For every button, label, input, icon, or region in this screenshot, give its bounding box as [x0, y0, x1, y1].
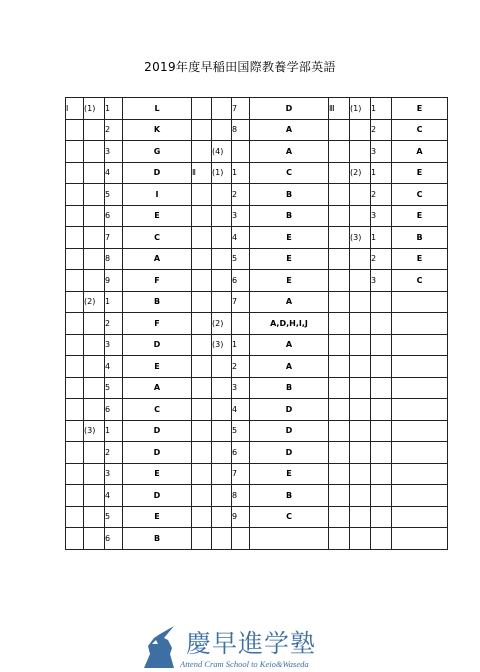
cell-answer: E	[123, 205, 192, 227]
cell-answer: F	[123, 270, 192, 292]
cell-answer: A	[250, 141, 329, 163]
cell-subsection	[212, 377, 232, 399]
cell-answer: D	[123, 442, 192, 464]
table-row	[66, 98, 448, 120]
cell-section	[66, 399, 84, 421]
cell-section	[329, 356, 350, 378]
cell-answer: E	[250, 248, 329, 270]
cell-section	[66, 528, 84, 550]
cell-subsection	[84, 399, 105, 421]
cell-subsection	[350, 463, 371, 485]
cell-question	[371, 356, 392, 378]
cell-section	[66, 227, 84, 249]
cell-subsection	[84, 184, 105, 206]
cell-subsection	[84, 227, 105, 249]
table-row	[66, 141, 448, 163]
cell-answer: F	[123, 313, 192, 335]
cell-section	[66, 291, 84, 313]
cell-section	[66, 270, 84, 292]
cell-subsection	[350, 141, 371, 163]
cell-subsection	[350, 119, 371, 141]
school-logo	[140, 622, 350, 672]
logo-title: 慶早進学塾	[186, 629, 317, 658]
cell-answer: D	[123, 334, 192, 356]
cell-question: 1	[105, 98, 123, 120]
cell-subsection	[350, 248, 371, 270]
cell-question: 3	[105, 141, 123, 163]
cell-subsection	[212, 528, 232, 550]
table-row	[66, 205, 448, 227]
cell-section	[66, 141, 84, 163]
cell-subsection	[350, 420, 371, 442]
cell-subsection: (4)	[212, 141, 232, 163]
cell-section	[66, 377, 84, 399]
cell-section	[66, 356, 84, 378]
cell-answer: C	[123, 227, 192, 249]
cell-section	[192, 98, 212, 120]
cell-subsection: (2)	[84, 291, 105, 313]
cell-subsection	[212, 248, 232, 270]
table-row	[66, 399, 448, 421]
cell-question	[371, 528, 392, 550]
cell-subsection	[350, 313, 371, 335]
cell-answer: A	[250, 119, 329, 141]
cell-answer: A	[250, 334, 329, 356]
cell-section	[192, 356, 212, 378]
cell-section	[329, 377, 350, 399]
cell-section	[329, 227, 350, 249]
cell-question: 5	[105, 377, 123, 399]
cell-subsection	[212, 399, 232, 421]
cell-section	[192, 506, 212, 528]
cell-answer: D	[123, 420, 192, 442]
cell-question: 9	[105, 270, 123, 292]
cell-answer: E	[392, 205, 448, 227]
cell-subsection: (2)	[212, 313, 232, 335]
cell-answer	[392, 463, 448, 485]
cell-question: 7	[232, 98, 250, 120]
cell-answer: A	[250, 291, 329, 313]
cell-subsection	[84, 506, 105, 528]
cell-answer: A	[123, 248, 192, 270]
cell-subsection: (1)	[350, 98, 371, 120]
cell-answer: B	[250, 485, 329, 507]
cell-section	[329, 334, 350, 356]
cell-question: 5	[232, 248, 250, 270]
cell-question	[371, 399, 392, 421]
cell-answer	[392, 334, 448, 356]
cell-section	[329, 119, 350, 141]
table-row	[66, 506, 448, 528]
cell-section	[66, 248, 84, 270]
table-row	[66, 162, 448, 184]
cell-subsection	[212, 270, 232, 292]
cell-subsection: (1)	[84, 98, 105, 120]
cell-section	[66, 205, 84, 227]
cell-answer: L	[123, 98, 192, 120]
cell-question	[232, 313, 250, 335]
cell-question: 2	[371, 184, 392, 206]
cell-answer	[392, 420, 448, 442]
cell-question	[232, 141, 250, 163]
cell-question: 3	[105, 334, 123, 356]
cell-subsection	[350, 291, 371, 313]
cell-answer: D	[123, 485, 192, 507]
cell-answer: A	[123, 377, 192, 399]
cell-question	[232, 528, 250, 550]
cell-answer	[392, 377, 448, 399]
cell-answer: D	[250, 98, 329, 120]
cell-section	[329, 248, 350, 270]
cell-answer: B	[250, 205, 329, 227]
cell-subsection	[84, 205, 105, 227]
cell-question: 2	[371, 248, 392, 270]
cell-section	[192, 420, 212, 442]
cell-answer	[392, 356, 448, 378]
cell-subsection	[84, 485, 105, 507]
answer-table	[65, 97, 448, 550]
cell-question: 4	[232, 227, 250, 249]
cell-subsection	[84, 141, 105, 163]
cell-question: 1	[232, 162, 250, 184]
cell-answer: C	[250, 506, 329, 528]
cell-question: 7	[232, 291, 250, 313]
cell-section	[66, 334, 84, 356]
cell-section	[192, 463, 212, 485]
cell-question: 3	[371, 141, 392, 163]
cell-subsection	[84, 313, 105, 335]
cell-subsection	[350, 485, 371, 507]
table-row	[66, 485, 448, 507]
cell-section	[329, 313, 350, 335]
cell-question: 5	[232, 420, 250, 442]
cell-section	[192, 313, 212, 335]
cell-section	[329, 291, 350, 313]
cell-section	[192, 141, 212, 163]
cell-subsection	[350, 528, 371, 550]
cell-subsection	[84, 442, 105, 464]
cell-question: 1	[232, 334, 250, 356]
cell-section	[192, 334, 212, 356]
cell-question: 6	[232, 442, 250, 464]
cell-answer: E	[123, 356, 192, 378]
cell-subsection	[350, 399, 371, 421]
cell-question: 6	[105, 205, 123, 227]
cell-subsection	[84, 248, 105, 270]
cell-answer	[392, 313, 448, 335]
cell-answer: E	[392, 248, 448, 270]
cell-subsection	[212, 485, 232, 507]
cell-answer: D	[250, 420, 329, 442]
cell-subsection: (3)	[84, 420, 105, 442]
cell-section	[329, 141, 350, 163]
cell-question: 3	[371, 270, 392, 292]
cell-subsection: (3)	[212, 334, 232, 356]
cell-section	[66, 442, 84, 464]
cell-answer: C	[123, 399, 192, 421]
cell-subsection	[84, 528, 105, 550]
cell-answer: D	[250, 442, 329, 464]
cell-answer	[392, 291, 448, 313]
cell-answer: E	[250, 227, 329, 249]
cell-section	[329, 420, 350, 442]
cell-question: 3	[371, 205, 392, 227]
cell-answer: A,D,H,I,J	[250, 313, 329, 335]
cell-question: 4	[105, 162, 123, 184]
cell-section	[329, 270, 350, 292]
cell-subsection	[212, 227, 232, 249]
cell-answer	[392, 442, 448, 464]
cell-section: Ⅱ	[192, 162, 212, 184]
cell-section	[192, 377, 212, 399]
cell-section	[192, 227, 212, 249]
cell-answer	[392, 399, 448, 421]
cell-section	[329, 528, 350, 550]
logo-tagline: Attend Cram School to Keio&Waseda	[180, 659, 309, 669]
cell-section	[192, 399, 212, 421]
cell-section	[329, 506, 350, 528]
cell-question	[371, 506, 392, 528]
cell-question: 8	[232, 485, 250, 507]
cell-answer: A	[250, 356, 329, 378]
table-row	[66, 442, 448, 464]
cell-answer: E	[392, 98, 448, 120]
cell-question: 1	[105, 420, 123, 442]
cell-answer: B	[123, 528, 192, 550]
cell-question	[371, 442, 392, 464]
cell-answer	[250, 528, 329, 550]
cell-question: 1	[371, 227, 392, 249]
cell-question: 8	[232, 119, 250, 141]
cell-question: 3	[232, 205, 250, 227]
cell-answer: D	[250, 399, 329, 421]
cell-subsection	[84, 119, 105, 141]
cell-question: 8	[105, 248, 123, 270]
table-row	[66, 227, 448, 249]
cell-section	[66, 313, 84, 335]
cell-question: 6	[105, 528, 123, 550]
cell-answer: B	[250, 184, 329, 206]
cell-answer: C	[392, 119, 448, 141]
table-row	[66, 334, 448, 356]
cell-subsection	[350, 506, 371, 528]
cell-question: 2	[105, 442, 123, 464]
cell-question: 2	[371, 119, 392, 141]
cell-question: 4	[105, 356, 123, 378]
cell-subsection	[350, 270, 371, 292]
cell-subsection	[212, 119, 232, 141]
cell-question: 1	[105, 291, 123, 313]
cell-section	[192, 270, 212, 292]
table-row	[66, 528, 448, 550]
cell-question: 6	[105, 399, 123, 421]
cell-section	[329, 399, 350, 421]
cell-subsection	[212, 463, 232, 485]
table-row	[66, 463, 448, 485]
table-row	[66, 184, 448, 206]
cell-section	[192, 119, 212, 141]
cell-subsection	[84, 270, 105, 292]
cell-question: 1	[371, 162, 392, 184]
cell-section	[192, 184, 212, 206]
table-row	[66, 356, 448, 378]
cell-section: Ⅰ	[66, 98, 84, 120]
page-title: 2019年度早稲田国際教養学部英語	[144, 60, 336, 74]
cell-subsection	[84, 334, 105, 356]
cell-subsection	[212, 356, 232, 378]
cell-subsection	[212, 506, 232, 528]
cell-question	[371, 334, 392, 356]
cell-subsection: (2)	[350, 162, 371, 184]
cell-answer: C	[392, 184, 448, 206]
cell-answer: E	[123, 463, 192, 485]
cell-section	[329, 463, 350, 485]
cell-question	[371, 420, 392, 442]
cell-section	[329, 205, 350, 227]
cell-section	[192, 442, 212, 464]
cell-section	[66, 463, 84, 485]
cell-question	[371, 313, 392, 335]
cell-question	[371, 485, 392, 507]
cell-answer: G	[123, 141, 192, 163]
cell-question: 6	[232, 270, 250, 292]
cell-subsection	[212, 291, 232, 313]
cell-subsection	[350, 334, 371, 356]
cell-answer: E	[250, 463, 329, 485]
cell-question	[371, 377, 392, 399]
cell-answer: A	[392, 141, 448, 163]
cell-answer: E	[123, 506, 192, 528]
cell-question: 5	[105, 506, 123, 528]
table-row	[66, 291, 448, 313]
cell-section	[329, 184, 350, 206]
answer-table-body	[66, 98, 448, 550]
cell-section	[192, 248, 212, 270]
cell-question: 3	[232, 377, 250, 399]
cell-section	[192, 291, 212, 313]
cell-subsection	[212, 420, 232, 442]
cell-answer: C	[250, 162, 329, 184]
cell-subsection: (1)	[212, 162, 232, 184]
cell-section	[66, 506, 84, 528]
cell-answer: B	[392, 227, 448, 249]
cell-section: Ⅲ	[329, 98, 350, 120]
cell-answer: D	[123, 162, 192, 184]
cell-section	[66, 162, 84, 184]
cell-answer: B	[123, 291, 192, 313]
cell-answer	[392, 528, 448, 550]
cell-question: 4	[232, 399, 250, 421]
cell-question: 9	[232, 506, 250, 528]
cell-answer: E	[250, 270, 329, 292]
cell-subsection	[350, 442, 371, 464]
cell-section	[66, 485, 84, 507]
table-row	[66, 420, 448, 442]
cell-subsection	[350, 184, 371, 206]
cell-subsection	[350, 356, 371, 378]
cell-question: 5	[105, 184, 123, 206]
cell-subsection	[84, 162, 105, 184]
table-row	[66, 270, 448, 292]
cell-section	[192, 485, 212, 507]
cell-question: 7	[232, 463, 250, 485]
cell-section	[329, 485, 350, 507]
cell-answer: K	[123, 119, 192, 141]
cell-subsection	[212, 442, 232, 464]
cell-subsection	[212, 205, 232, 227]
cell-question: 2	[105, 313, 123, 335]
cell-question: 1	[371, 98, 392, 120]
cell-subsection	[212, 184, 232, 206]
cell-question	[371, 463, 392, 485]
cell-answer: C	[392, 270, 448, 292]
cell-subsection	[84, 356, 105, 378]
table-row	[66, 377, 448, 399]
cell-question	[371, 291, 392, 313]
cell-question: 7	[105, 227, 123, 249]
table-row	[66, 313, 448, 335]
cell-section	[66, 119, 84, 141]
cell-subsection	[350, 377, 371, 399]
cell-question: 2	[232, 184, 250, 206]
table-row	[66, 119, 448, 141]
table-row	[66, 248, 448, 270]
cell-question: 2	[105, 119, 123, 141]
cell-section	[192, 528, 212, 550]
cell-section	[329, 162, 350, 184]
cell-answer: I	[123, 184, 192, 206]
cell-answer	[392, 485, 448, 507]
cell-subsection	[212, 98, 232, 120]
cell-question: 2	[232, 356, 250, 378]
cell-answer: E	[392, 162, 448, 184]
cell-question: 4	[105, 485, 123, 507]
cell-section	[66, 184, 84, 206]
cell-section	[192, 205, 212, 227]
cell-answer	[392, 506, 448, 528]
cell-section	[66, 420, 84, 442]
cell-section	[329, 442, 350, 464]
cell-subsection	[84, 377, 105, 399]
cell-question: 3	[105, 463, 123, 485]
cell-answer: B	[250, 377, 329, 399]
cell-subsection	[350, 205, 371, 227]
cell-subsection: (3)	[350, 227, 371, 249]
cell-subsection	[84, 463, 105, 485]
